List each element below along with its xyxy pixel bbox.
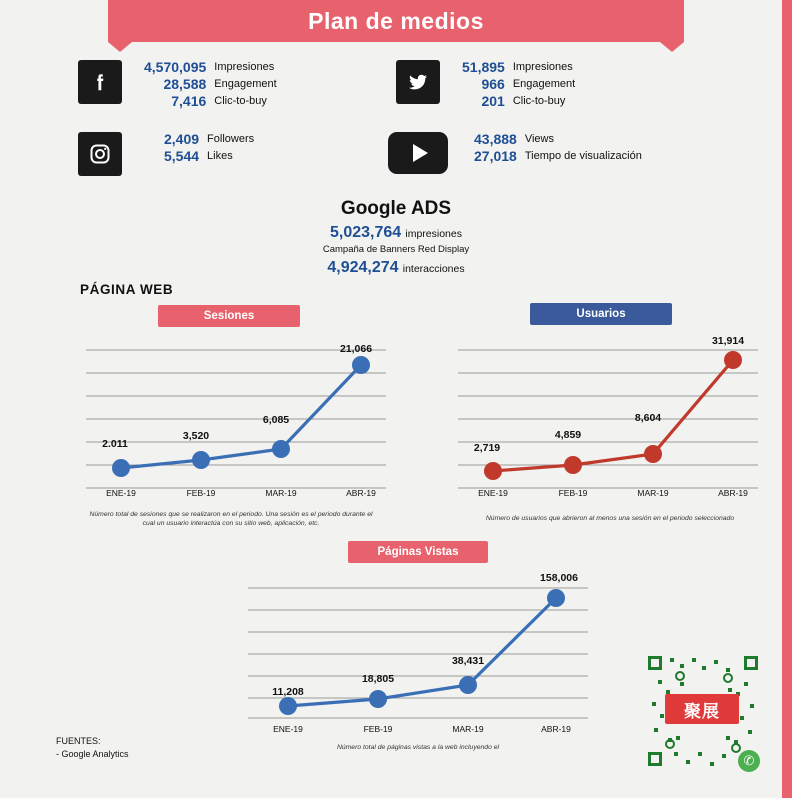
x-tick: FEB-19 — [363, 724, 393, 734]
x-tick: ENE-19 — [478, 488, 508, 498]
google-ads-interactions — [0, 259, 792, 277]
x-tick: ENE-19 — [106, 488, 136, 498]
data-label: 38,431 — [451, 655, 485, 667]
instagram-values — [164, 132, 199, 166]
chart-sesiones — [86, 340, 386, 490]
facebook-icon — [78, 60, 122, 104]
data-label: 2.011 — [102, 438, 128, 450]
data-label: 6,085 — [262, 414, 290, 426]
label: Engagement — [214, 78, 277, 90]
value: 7,416 — [171, 93, 207, 109]
label: Clic-to-buy — [512, 95, 566, 107]
impressions-value: 5,023,764 — [330, 224, 402, 241]
data-label: 158,006 — [540, 572, 578, 584]
interactions-value: 4,924,274 — [327, 259, 399, 276]
value: 201 — [481, 93, 505, 109]
instagram-labels — [207, 132, 254, 166]
facebook-labels — [214, 60, 276, 111]
data-label: 18,805 — [361, 673, 395, 685]
facebook-values — [144, 60, 206, 111]
data-label: 8,604 — [634, 412, 662, 424]
x-tick: ABR-19 — [346, 488, 376, 498]
label: Impresiones — [214, 61, 275, 73]
value: 5,544 — [164, 148, 200, 164]
social-block-instagram — [78, 132, 254, 176]
data-label: 3,520 — [182, 430, 210, 442]
chart-paginas-vistas-svg — [248, 580, 588, 720]
fuentes-item: - Google Analytics — [56, 749, 129, 759]
label: Clic-to-buy — [214, 95, 267, 107]
x-tick: MAR-19 — [265, 488, 297, 498]
x-tick: FEB-19 — [186, 488, 216, 498]
chart-title-usuarios: Usuarios — [530, 303, 672, 325]
data-label: 31,914 — [711, 335, 745, 347]
data-label: 11,208 — [272, 686, 304, 698]
data-label: 4,859 — [554, 429, 582, 441]
social-block-twitter — [396, 60, 575, 111]
data-label: 21,066 — [339, 343, 373, 355]
interactions-unit: interacciones — [402, 263, 465, 275]
chart-title-paginas-vistas: Páginas Vistas — [348, 541, 488, 563]
right-accent-bar — [782, 0, 792, 798]
chart-sesiones-svg — [86, 340, 386, 490]
fuentes-block — [56, 735, 129, 761]
x-tick: MAR-19 — [637, 488, 669, 498]
x-tick: FEB-19 — [558, 488, 588, 498]
twitter-labels — [513, 60, 575, 111]
x-tick: ABR-19 — [718, 488, 748, 498]
label: Followers — [207, 133, 255, 145]
data-label: 2,719 — [473, 442, 501, 454]
fuentes-title: FUENTES: — [56, 736, 101, 746]
value: 2,409 — [164, 131, 200, 147]
youtube-values — [474, 132, 517, 166]
header — [0, 0, 792, 42]
wechat-icon: ✆ — [738, 750, 760, 772]
value: 43,888 — [474, 131, 517, 147]
youtube-icon — [388, 132, 448, 174]
chart-usuarios — [458, 340, 758, 490]
chart-note-sesiones: Número total de sesiones que se realizaron en el periodo. Una sesión es el periodo durante el cual un usuario interactúa con su sitio web, aplicación, etc. — [89, 511, 373, 527]
social-block-youtube — [388, 132, 642, 174]
label: Views — [524, 133, 554, 145]
chart-note-usuarios: Número de usuarios que abrieron al menos una sesión en el periodo seleccionado — [485, 515, 735, 522]
chart-usuarios-svg — [458, 340, 758, 490]
google-ads-title: Google ADS — [340, 198, 452, 219]
twitter-values — [462, 60, 505, 111]
instagram-icon — [78, 132, 122, 176]
google-ads-campaign: Campaña de Banners Red Display — [322, 244, 470, 255]
value: 51,895 — [462, 59, 505, 75]
twitter-icon — [396, 60, 440, 104]
label: Impresiones — [512, 61, 573, 73]
value: 966 — [481, 76, 505, 92]
label: Engagement — [512, 78, 576, 90]
qr-code[interactable] — [640, 648, 766, 774]
qr-brand-label: 聚展 — [665, 694, 739, 724]
chart-paginas-vistas — [248, 580, 588, 720]
google-ads-block — [0, 198, 792, 277]
chart-note-paginas-vistas: Número total de páginas vistas a la web incluyendo el — [336, 744, 500, 751]
x-tick: ENE-19 — [273, 724, 303, 734]
label: Likes — [207, 150, 233, 162]
x-tick: ABR-19 — [541, 724, 571, 734]
value: 28,588 — [163, 76, 207, 92]
chart-title-sesiones: Sesiones — [158, 305, 300, 327]
label: Tiempo de visualización — [524, 150, 642, 162]
value: 27,018 — [474, 148, 517, 164]
google-ads-impressions — [0, 224, 792, 242]
web-section-title: PÁGINA WEB — [80, 282, 174, 297]
youtube-labels — [525, 132, 642, 166]
social-block-facebook — [78, 60, 277, 111]
impressions-unit: impresiones — [405, 228, 462, 240]
page-title: Plan de medios — [308, 8, 484, 34]
value: 4,570,095 — [144, 59, 207, 75]
x-tick: MAR-19 — [452, 724, 484, 734]
